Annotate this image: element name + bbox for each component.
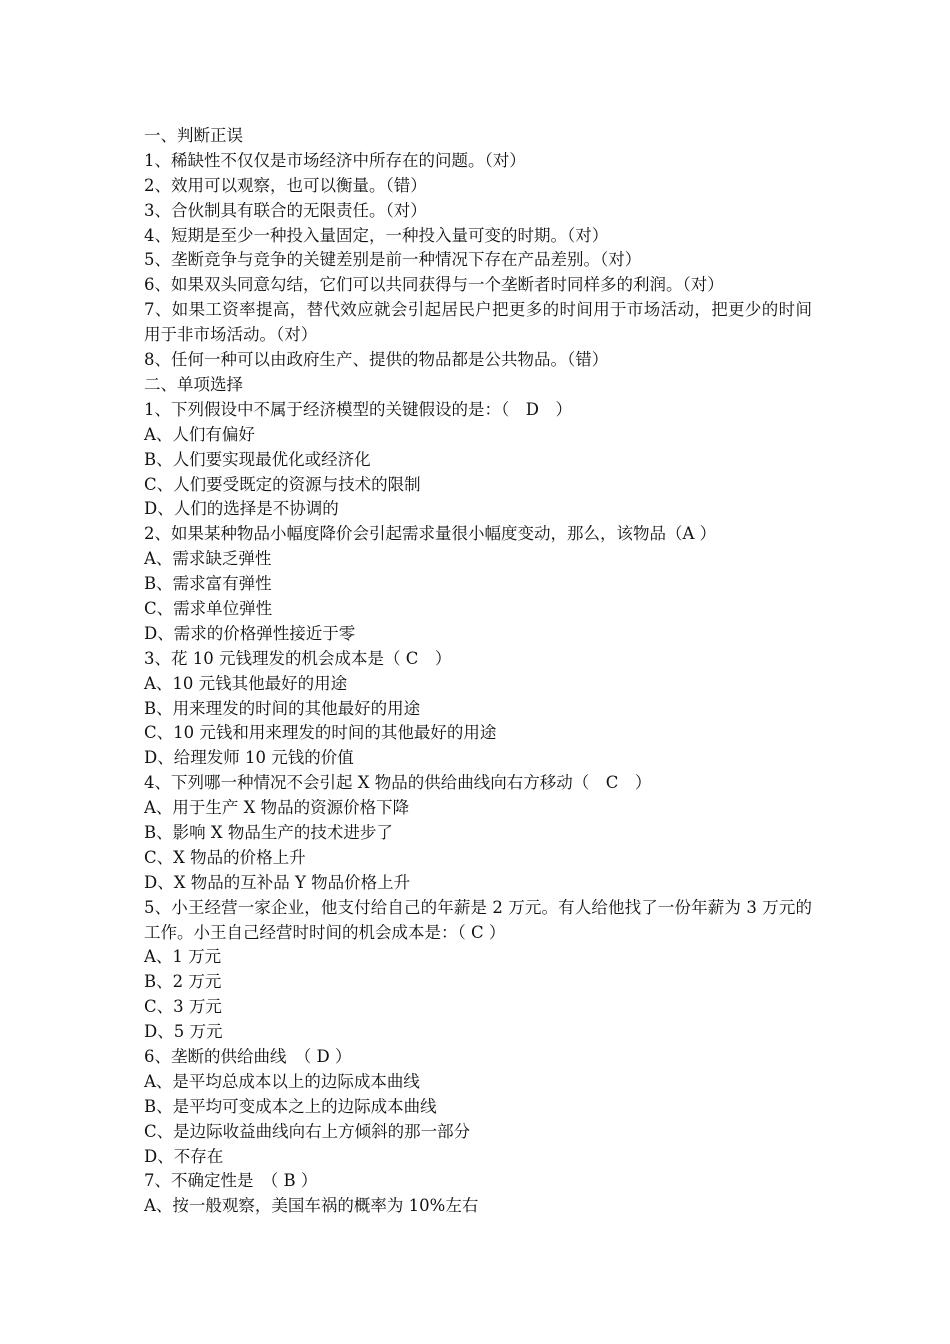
question-option: B、是平均可变成本之上的边际成本曲线: [144, 1096, 437, 1116]
question-option: C、人们要受既定的资源与技术的限制: [144, 474, 421, 494]
question-option: B、2 万元: [144, 972, 222, 992]
question-option: C、3 万元: [144, 997, 222, 1017]
question-option: D、不存在: [144, 1146, 224, 1166]
question-stem: 2、如果某种物品小幅度降价会引起需求量很小幅度变动，那么，该物品（A ）: [144, 524, 717, 544]
question-option: D、人们的选择是不协调的: [144, 499, 339, 519]
question-stem: 7、不确定性是 （ B ）: [144, 1171, 318, 1191]
question-stem: 3、花 10 元钱理发的机会成本是（ C ）: [144, 648, 452, 668]
question-stem: 5、小王经营一家企业，他支付给自己的年薪是 2 万元。有人给他找了一份年薪为 3 万元的工作。小王自己经营时时间的机会成本是：（ C ）: [144, 897, 812, 942]
question-option: A、人们有偏好: [144, 424, 255, 444]
judgment-item: 2、效用可以观察，也可以衡量。（错）: [144, 175, 427, 195]
question-option: D、需求的价格弹性接近于零: [144, 623, 356, 643]
question-option: A、是平均总成本以上的边际成本曲线: [144, 1071, 420, 1091]
question-option: A、用于生产 X 物品的资源价格下降: [144, 798, 410, 818]
question-stem: 1、下列假设中不属于经济模型的关键假设的是：（ D ）: [144, 399, 572, 419]
question-stem: 6、垄断的供给曲线 （ D ）: [144, 1047, 352, 1067]
judgment-item: 3、合伙制具有联合的无限责任。（对）: [144, 200, 427, 220]
judgment-item: 6、如果双头同意勾结，它们可以共同获得与一个垄断者时同样多的利润。（对）: [144, 275, 724, 295]
question-option: C、10 元钱和用来理发的时间的其他最好的用途: [144, 723, 497, 743]
question-option: B、人们要实现最优化或经济化: [144, 449, 371, 469]
question-option: A、1 万元: [144, 947, 222, 967]
question-option: A、10 元钱其他最好的用途: [144, 673, 348, 693]
question-option: C、是边际收益曲线向右上方倾斜的那一部分: [144, 1121, 471, 1141]
judgment-item: 8、任何一种可以由政府生产、提供的物品都是公共物品。（错）: [144, 350, 609, 370]
document-page: [144, 124, 812, 1219]
question-option: D、给理发师 10 元钱的价值: [144, 748, 354, 768]
judgment-item: 7、如果工资率提高，替代效应就会引起居民户把更多的时间用于市场活动，把更少的时间用于非市场活动。（对）: [144, 300, 812, 345]
judgment-item: 1、稀缺性不仅仅是市场经济中所存在的问题。（对）: [144, 150, 526, 170]
question-option: A、按一般观察，美国车祸的概率为 10%左右: [144, 1196, 479, 1216]
judgment-item: 4、短期是至少一种投入量固定，一种投入量可变的时期。（对）: [144, 225, 609, 245]
question-option: D、X 物品的互补品 Y 物品价格上升: [144, 872, 411, 892]
question-option: B、需求富有弹性: [144, 574, 272, 594]
question-option: C、需求单位弹性: [144, 598, 273, 618]
question-option: D、5 万元: [144, 1022, 223, 1042]
question-stem: 4、下列哪一种情况不会引起 X 物品的供给曲线向右方移动（ C ）: [144, 773, 652, 793]
section-heading: 二、单项选择: [144, 374, 243, 394]
question-option: B、影响 X 物品生产的技术进步了: [144, 822, 393, 842]
judgment-item: 5、垄断竞争与竞争的关键差别是前一种情况下存在产品差别。（对）: [144, 250, 642, 270]
question-option: C、X 物品的价格上升: [144, 847, 306, 867]
question-option: B、用来理发的时间的其他最好的用途: [144, 698, 421, 718]
question-option: A、需求缺乏弹性: [144, 549, 272, 569]
section-heading: 一、判断正误: [144, 126, 243, 145]
